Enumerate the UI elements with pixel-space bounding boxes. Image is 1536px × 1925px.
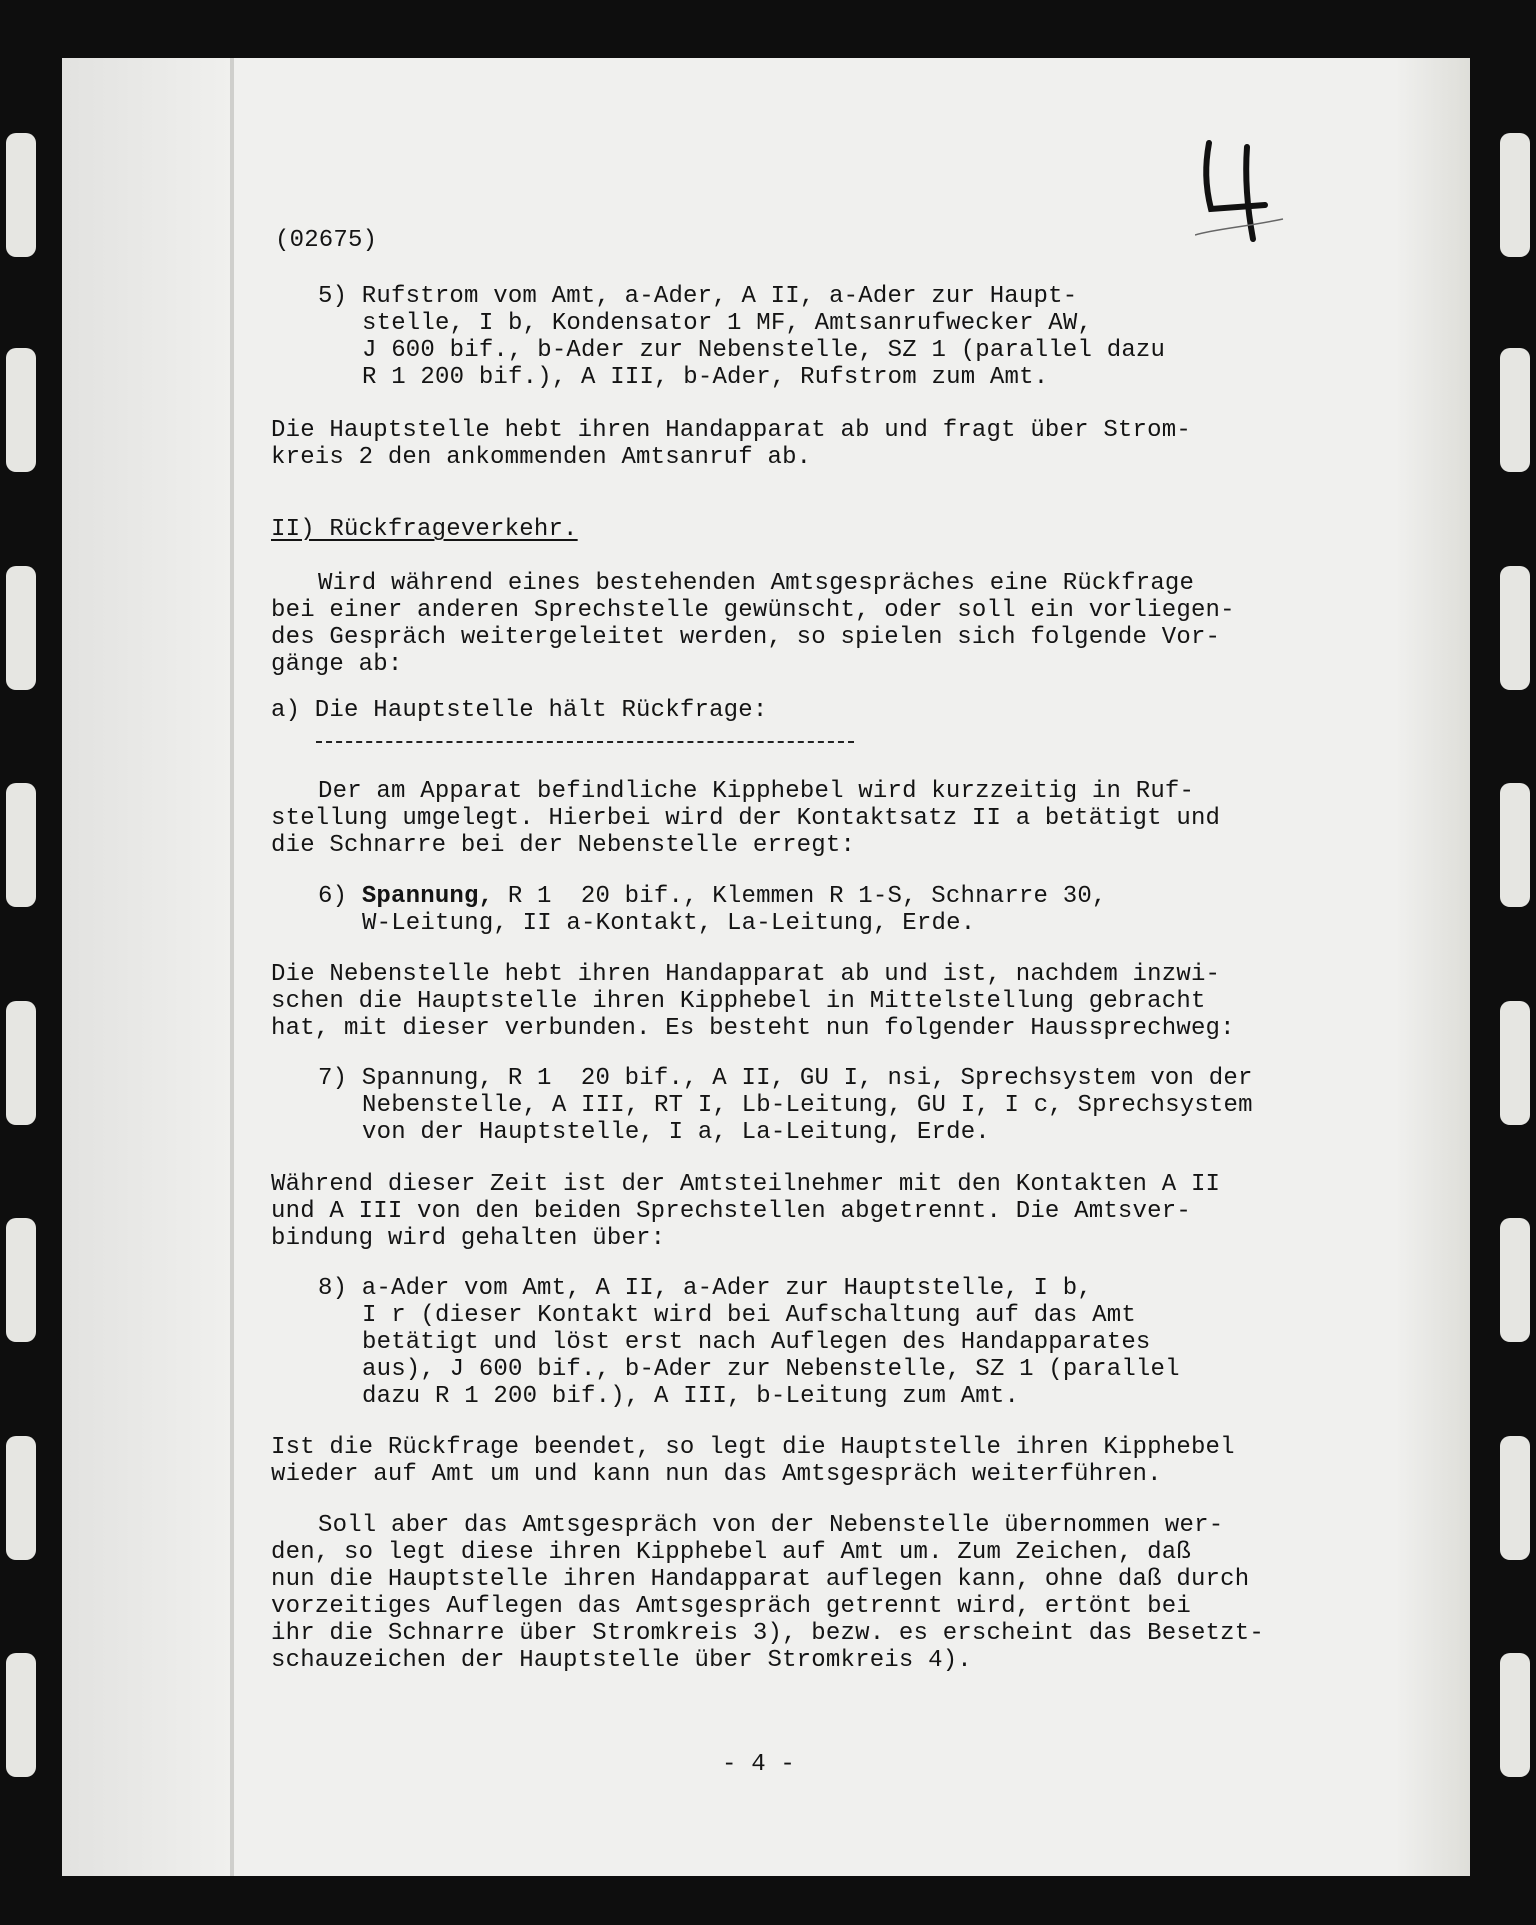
circuit-5-line-1: 5) Rufstrom vom Amt, a-Ader, A II, a-Ader zur Haupt-	[318, 283, 1078, 310]
circuit-6-line-1	[318, 884, 1107, 910]
paragraph-line: bei einer anderen Sprechstelle gewünscht, oder soll ein vorliegen-	[271, 597, 1235, 624]
paragraph-line: schen die Hauptstelle ihren Kipphebel in Mittelstellung gebracht	[271, 988, 1206, 1015]
circuit-6-emphasis: Spannung,	[361, 883, 494, 910]
paragraph-line: Während dieser Zeit ist der Amtsteilnehmer mit den Kontakten A II	[271, 1171, 1221, 1198]
circuit-6-line-2: W-Leitung, II a-Kontakt, La-Leitung, Erde.	[362, 910, 976, 937]
paragraph-line: kreis 2 den ankommenden Amtsanruf ab.	[271, 444, 812, 471]
paragraph-line: des Gespräch weitergeleitet werden, so spielen sich folgende Vor-	[271, 624, 1221, 651]
paragraph-line: Die Nebenstelle hebt ihren Handapparat ab und ist, nachdem inzwi-	[271, 961, 1221, 988]
subsection-dashed-underline	[316, 741, 854, 743]
page-footer-number: - 4 -	[722, 1751, 796, 1778]
circuit-7-line-2: Nebenstelle, A III, RT I, Lb-Leitung, GU I, I c, Sprechsystem	[362, 1092, 1253, 1119]
circuit-7-line-3: von der Hauptstelle, I a, La-Leitung, Erde.	[362, 1119, 990, 1146]
subsection-heading: a) Die Hauptstelle hält Rückfrage:	[271, 697, 768, 724]
circuit-8-line-2: I r (dieser Kontakt wird bei Aufschaltung auf das Amt	[362, 1302, 1136, 1329]
circuit-5-line-4: R 1 200 bif.), A III, b-Ader, Rufstrom zum Amt.	[362, 364, 1049, 391]
circuit-5-line-3: J 600 bif., b-Ader zur Nebenstelle, SZ 1 (parallel dazu	[362, 337, 1166, 364]
paragraph-line: Soll aber das Amtsgespräch von der Nebenstelle übernommen wer-	[318, 1512, 1224, 1539]
paragraph-line: stellung umgelegt. Hierbei wird der Kontaktsatz II a betätigt und	[271, 805, 1221, 832]
section-heading: II) Rückfrageverkehr.	[271, 516, 578, 543]
paragraph-line: Der am Apparat befindliche Kipphebel wird kurzzeitig in Ruf-	[318, 778, 1195, 805]
circuit-8-line-5: dazu R 1 200 bif.), A III, b-Leitung zum Amt.	[362, 1383, 1020, 1410]
circuit-8-line-4: aus), J 600 bif., b-Ader zur Nebenstelle, SZ 1 (parallel	[362, 1356, 1180, 1383]
paragraph-line: vorzeitiges Auflegen das Amtsgespräch getrennt wird, ertönt bei	[271, 1593, 1191, 1620]
circuit-6-number: 6)	[318, 883, 362, 910]
paragraph-line: die Schnarre bei der Nebenstelle erregt:	[271, 832, 856, 859]
paragraph-line: ihr die Schnarre über Stromkreis 3), bezw. es erscheint das Besetzt-	[271, 1620, 1264, 1647]
paragraph-line: und A III von den beiden Sprechstellen abgetrennt. Die Amtsver-	[271, 1198, 1191, 1225]
circuit-5-line-2: stelle, I b, Kondensator 1 MF, Amtsanrufwecker AW,	[362, 310, 1093, 337]
circuit-8-line-1: 8) a-Ader vom Amt, A II, a-Ader zur Hauptstelle, I b,	[318, 1275, 1092, 1302]
paragraph-line: hat, mit dieser verbunden. Es besteht nun folgender Haussprechweg:	[271, 1015, 1235, 1042]
circuit-8-line-3: betätigt und löst erst nach Auflegen des Handapparates	[362, 1329, 1151, 1356]
circuit-6-rest: R 1 20 bif., Klemmen R 1-S, Schnarre 30,	[493, 883, 1107, 910]
paragraph-line: Wird während eines bestehenden Amtsgespräches eine Rückfrage	[318, 570, 1195, 597]
paragraph-line: schauzeichen der Hauptstelle über Stromkreis 4).	[271, 1647, 972, 1674]
paragraph-line: nun die Hauptstelle ihren Handapparat auflegen kann, ohne daß durch	[271, 1566, 1250, 1593]
circuit-7-line-1: 7) Spannung, R 1 20 bif., A II, GU I, nsi, Sprechsystem von der	[318, 1065, 1253, 1092]
reference-number: (02675)	[275, 227, 378, 254]
paragraph-line: Die Hauptstelle hebt ihren Handapparat ab und fragt über Strom-	[271, 417, 1191, 444]
paragraph-line: Ist die Rückfrage beendet, so legt die Hauptstelle ihren Kipphebel	[271, 1434, 1235, 1461]
paragraph-line: bindung wird gehalten über:	[271, 1225, 666, 1252]
paragraph-line: den, so legt diese ihren Kipphebel auf Amt um. Zum Zeichen, daß	[271, 1539, 1191, 1566]
paragraph-line: gänge ab:	[271, 651, 403, 678]
paragraph-line: wieder auf Amt um und kann nun das Amtsgespräch weiterführen.	[271, 1461, 1162, 1488]
